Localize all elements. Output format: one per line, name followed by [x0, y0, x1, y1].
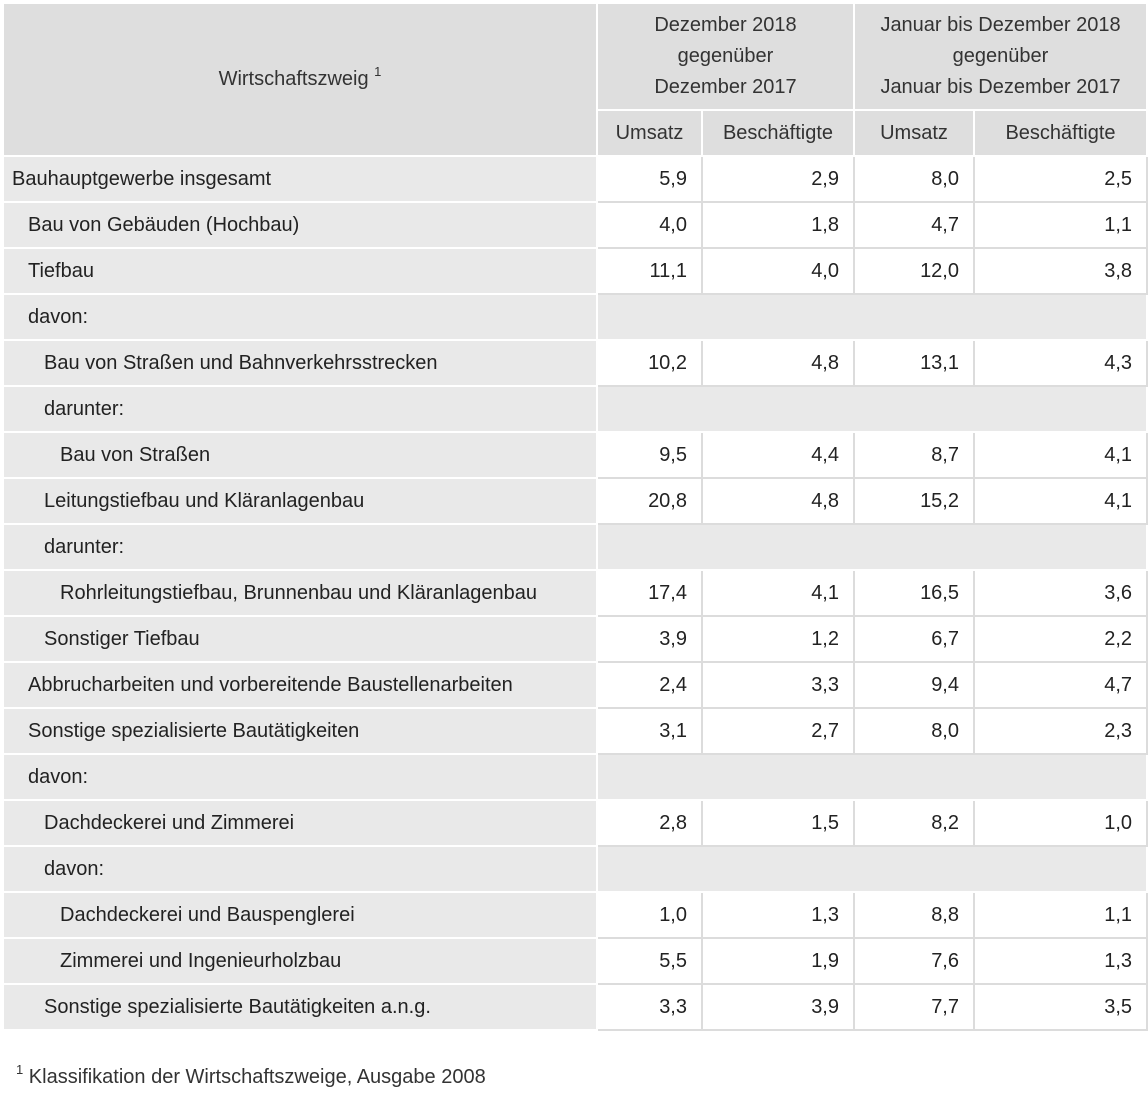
table-row — [3, 754, 1147, 800]
header-beschaeftigte-year: Beschäftigte — [974, 110, 1147, 156]
cell-value: 3,3 — [702, 662, 854, 708]
cell-value: 3,1 — [597, 708, 702, 754]
cell-value: 3,9 — [702, 984, 854, 1030]
cell-value: 4,1 — [974, 478, 1147, 524]
header-label-text: Wirtschaftszweig — [218, 68, 369, 90]
table-row — [3, 984, 1147, 1030]
cell-value: 20,8 — [597, 478, 702, 524]
footnote-text: Klassifikation der Wirtschaftszweige, Ausgabe 2008 — [28, 1066, 486, 1088]
cell-value: 8,2 — [854, 800, 974, 846]
table-row — [3, 432, 1147, 478]
table-row — [3, 708, 1147, 754]
table-row — [3, 846, 1147, 892]
cell-value: 3,6 — [974, 570, 1147, 616]
cell-value: 2,7 — [702, 708, 854, 754]
header-group-december-line1: Dezember 2018 — [654, 14, 797, 36]
cell-value: 1,2 — [702, 616, 854, 662]
row-label: darunter: — [3, 524, 597, 570]
cell-value: 1,3 — [702, 892, 854, 938]
cell-value: 4,4 — [702, 432, 854, 478]
row-label: Abbrucharbeiten und vorbereitende Baustellenarbeiten — [3, 662, 597, 708]
cell-value: 16,5 — [854, 570, 974, 616]
row-label: Zimmerei und Ingenieurholzbau — [3, 938, 597, 984]
cell-value: 2,8 — [597, 800, 702, 846]
header-beschaeftigte-december: Beschäftigte — [702, 110, 854, 156]
table-row — [3, 892, 1147, 938]
cell-value: 4,8 — [702, 340, 854, 386]
cell-value: 4,7 — [854, 202, 974, 248]
cell-value: 2,9 — [702, 156, 854, 202]
cell-value: 8,0 — [854, 708, 974, 754]
row-label: Dachdeckerei und Bauspenglerei — [3, 892, 597, 938]
header-umsatz-december: Umsatz — [597, 110, 702, 156]
row-label: Bauhauptgewerbe insgesamt — [3, 156, 597, 202]
cell-value: 10,2 — [597, 340, 702, 386]
empty-span — [597, 846, 1147, 892]
header-group-year — [854, 3, 1147, 110]
header-group-year-line1: Januar bis Dezember 2018 — [880, 14, 1121, 36]
cell-value: 5,9 — [597, 156, 702, 202]
row-label: Sonstiger Tiefbau — [3, 616, 597, 662]
empty-span — [597, 294, 1147, 340]
table-row — [3, 294, 1147, 340]
table-row — [3, 662, 1147, 708]
table-row — [3, 800, 1147, 846]
row-label: Leitungstiefbau und Kläranlagenbau — [3, 478, 597, 524]
table-row — [3, 202, 1147, 248]
table-row — [3, 340, 1147, 386]
cell-value: 4,3 — [974, 340, 1147, 386]
table-row — [3, 524, 1147, 570]
row-label: Dachdeckerei und Zimmerei — [3, 800, 597, 846]
cell-value: 2,5 — [974, 156, 1147, 202]
cell-value: 8,8 — [854, 892, 974, 938]
cell-value: 8,0 — [854, 156, 974, 202]
cell-value: 2,3 — [974, 708, 1147, 754]
cell-value: 4,0 — [597, 202, 702, 248]
cell-value: 4,8 — [702, 478, 854, 524]
table-row — [3, 478, 1147, 524]
cell-value: 4,0 — [702, 248, 854, 294]
row-label: Bau von Gebäuden (Hochbau) — [3, 202, 597, 248]
statistics-table — [2, 2, 1148, 1031]
table-row — [3, 156, 1147, 202]
cell-value: 3,9 — [597, 616, 702, 662]
table-row — [3, 938, 1147, 984]
header-umsatz-year: Umsatz — [854, 110, 974, 156]
empty-span — [597, 524, 1147, 570]
row-label: Rohrleitungstiefbau, Brunnenbau und Kläranlagenbau — [3, 570, 597, 616]
cell-value: 17,4 — [597, 570, 702, 616]
header-group-year-line2: gegenüber — [952, 45, 1049, 67]
cell-value: 8,7 — [854, 432, 974, 478]
cell-value: 7,7 — [854, 984, 974, 1030]
row-label: Sonstige spezialisierte Bautätigkeiten — [3, 708, 597, 754]
cell-value: 4,1 — [702, 570, 854, 616]
cell-value: 3,5 — [974, 984, 1147, 1030]
cell-value: 3,3 — [597, 984, 702, 1030]
table-row — [3, 248, 1147, 294]
empty-span — [597, 754, 1147, 800]
cell-value: 1,0 — [597, 892, 702, 938]
header-group-december-line2: gegenüber — [677, 45, 774, 67]
table-row — [3, 616, 1147, 662]
cell-value: 1,8 — [702, 202, 854, 248]
header-label-footnote-ref: 1 — [374, 64, 382, 79]
header-group-december-line3: Dezember 2017 — [654, 76, 797, 98]
empty-span — [597, 386, 1147, 432]
footnote — [16, 1062, 486, 1089]
row-label: Tiefbau — [3, 248, 597, 294]
cell-value: 4,1 — [974, 432, 1147, 478]
cell-value: 2,4 — [597, 662, 702, 708]
cell-value: 12,0 — [854, 248, 974, 294]
header-wirtschaftszweig — [3, 3, 597, 156]
cell-value: 9,4 — [854, 662, 974, 708]
cell-value: 5,5 — [597, 938, 702, 984]
cell-value: 1,1 — [974, 892, 1147, 938]
cell-value: 3,8 — [974, 248, 1147, 294]
cell-value: 1,3 — [974, 938, 1147, 984]
cell-value: 2,2 — [974, 616, 1147, 662]
row-label: Bau von Straßen — [3, 432, 597, 478]
cell-value: 13,1 — [854, 340, 974, 386]
cell-value: 11,1 — [597, 248, 702, 294]
cell-value: 4,7 — [974, 662, 1147, 708]
cell-value: 1,0 — [974, 800, 1147, 846]
footnote-marker: 1 — [16, 1062, 24, 1077]
header-group-december — [597, 3, 854, 110]
row-label: Bau von Straßen und Bahnverkehrsstrecken — [3, 340, 597, 386]
cell-value: 1,5 — [702, 800, 854, 846]
cell-value: 9,5 — [597, 432, 702, 478]
cell-value: 1,1 — [974, 202, 1147, 248]
row-label: davon: — [3, 754, 597, 800]
row-label: davon: — [3, 846, 597, 892]
cell-value: 1,9 — [702, 938, 854, 984]
row-label: darunter: — [3, 386, 597, 432]
header-group-year-line3: Januar bis Dezember 2017 — [880, 76, 1121, 98]
cell-value: 15,2 — [854, 478, 974, 524]
table-row — [3, 386, 1147, 432]
cell-value: 6,7 — [854, 616, 974, 662]
row-label: davon: — [3, 294, 597, 340]
row-label: Sonstige spezialisierte Bautätigkeiten a.n.g. — [3, 984, 597, 1030]
table-row — [3, 570, 1147, 616]
cell-value: 7,6 — [854, 938, 974, 984]
